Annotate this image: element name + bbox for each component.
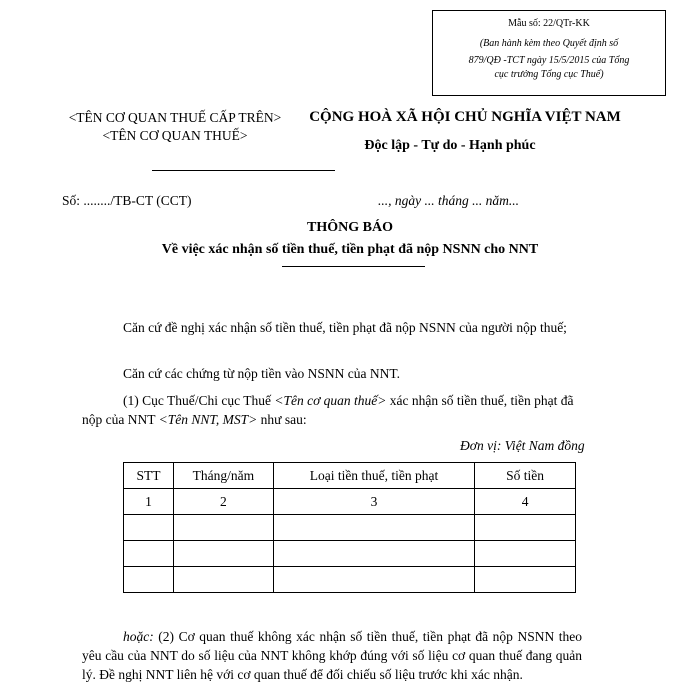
document-date: ..., ngày ... tháng ... năm... xyxy=(378,193,519,208)
table-cell xyxy=(173,515,273,541)
form-issued-line-3: cục trưởng Tổng cục Thuế) xyxy=(494,69,604,80)
table-cell xyxy=(124,541,174,567)
table-header-cell: Loại tiền thuế, tiền phạt xyxy=(273,463,474,489)
table-cell xyxy=(124,567,174,593)
alternative-label: hoặc: xyxy=(123,629,154,644)
table-cell xyxy=(475,541,576,567)
confirmation-text-pre: (1) Cục Thuế/Chi cục Thuế xyxy=(123,393,275,408)
agency-underline xyxy=(152,170,335,171)
nation-heading: CỘNG HOÀ XÃ HỘI CHỦ NGHĨA VIỆT NAM xyxy=(309,109,621,125)
tax-agency-placeholder: <Tên cơ quan thuế> xyxy=(274,393,387,408)
form-issued-line-1: (Ban hành kèm theo Quyết định số xyxy=(479,38,619,49)
table-cell xyxy=(273,515,474,541)
table-row xyxy=(124,567,576,593)
alternative-text: (2) Cơ quan thuế không xác nhận số tiền thuế, tiền phạt đã nộp NSNN theo yêu cầu của NNT do số liệu của NNT không khớp đúng với số liệu cơ quan thuế đang quản lý. Đề nghị NNT liên hệ với cơ quan thuế để đối chiếu số liệu trước khi xác nhận. xyxy=(82,629,582,682)
table-cell: 4 xyxy=(475,489,576,515)
table-header-cell: Số tiền xyxy=(475,463,576,489)
currency-unit: Đơn vị: Việt Nam đồng xyxy=(460,438,585,453)
table-cell: 3 xyxy=(273,489,474,515)
document-subtitle: Về việc xác nhận số tiền thuế, tiền phạt đã nộp NSNN cho NNT xyxy=(161,242,539,257)
table-cell xyxy=(124,515,174,541)
national-motto: Độc lập - Tự do - Hạnh phúc xyxy=(364,138,536,153)
title-underline xyxy=(282,266,425,267)
table-cell xyxy=(173,541,273,567)
table-cell xyxy=(475,567,576,593)
confirmation-text-mid: xác nhận số tiền thuế, tiền phạt đã nộp của NNT xyxy=(82,393,574,427)
form-code: Mẫu số: 22/QTr-KK xyxy=(508,18,590,29)
table-cell xyxy=(475,515,576,541)
form-number-box xyxy=(432,10,666,96)
table-cell xyxy=(273,567,474,593)
table-header-row xyxy=(124,463,576,489)
basis-paragraph-2: Căn cứ các chứng từ nộp tiền vào NSNN của NNT. xyxy=(123,366,401,381)
tax-payment-table xyxy=(123,462,576,593)
table-index-row xyxy=(124,489,576,515)
document-number: Số: ......../TB-CT (CCT) xyxy=(62,193,192,208)
table-cell: 2 xyxy=(173,489,273,515)
alternative-paragraph xyxy=(82,627,582,684)
parent-agency-name: <TÊN CƠ QUAN THUẾ CẤP TRÊN> xyxy=(68,110,282,125)
table-row xyxy=(124,541,576,567)
table-cell: 1 xyxy=(124,489,174,515)
confirmation-text-post: như sau: xyxy=(257,412,307,427)
table-cell xyxy=(273,541,474,567)
agency-name: <TÊN CƠ QUAN THUẾ> xyxy=(102,128,248,143)
form-issued-line-2: 879/QĐ -TCT ngày 15/5/2015 của Tổng xyxy=(468,55,630,66)
basis-paragraph-1: Căn cứ đề nghị xác nhận số tiền thuế, tiền phạt đã nộp NSNN của người nộp thuế; xyxy=(123,320,567,335)
table-header-cell: STT xyxy=(124,463,174,489)
table-row xyxy=(124,515,576,541)
taxpayer-placeholder: <Tên NNT, MST> xyxy=(158,412,258,427)
confirmation-paragraph xyxy=(82,391,582,429)
table-header-cell: Tháng/năm xyxy=(173,463,273,489)
table-cell xyxy=(173,567,273,593)
document-title: THÔNG BÁO xyxy=(307,220,393,235)
